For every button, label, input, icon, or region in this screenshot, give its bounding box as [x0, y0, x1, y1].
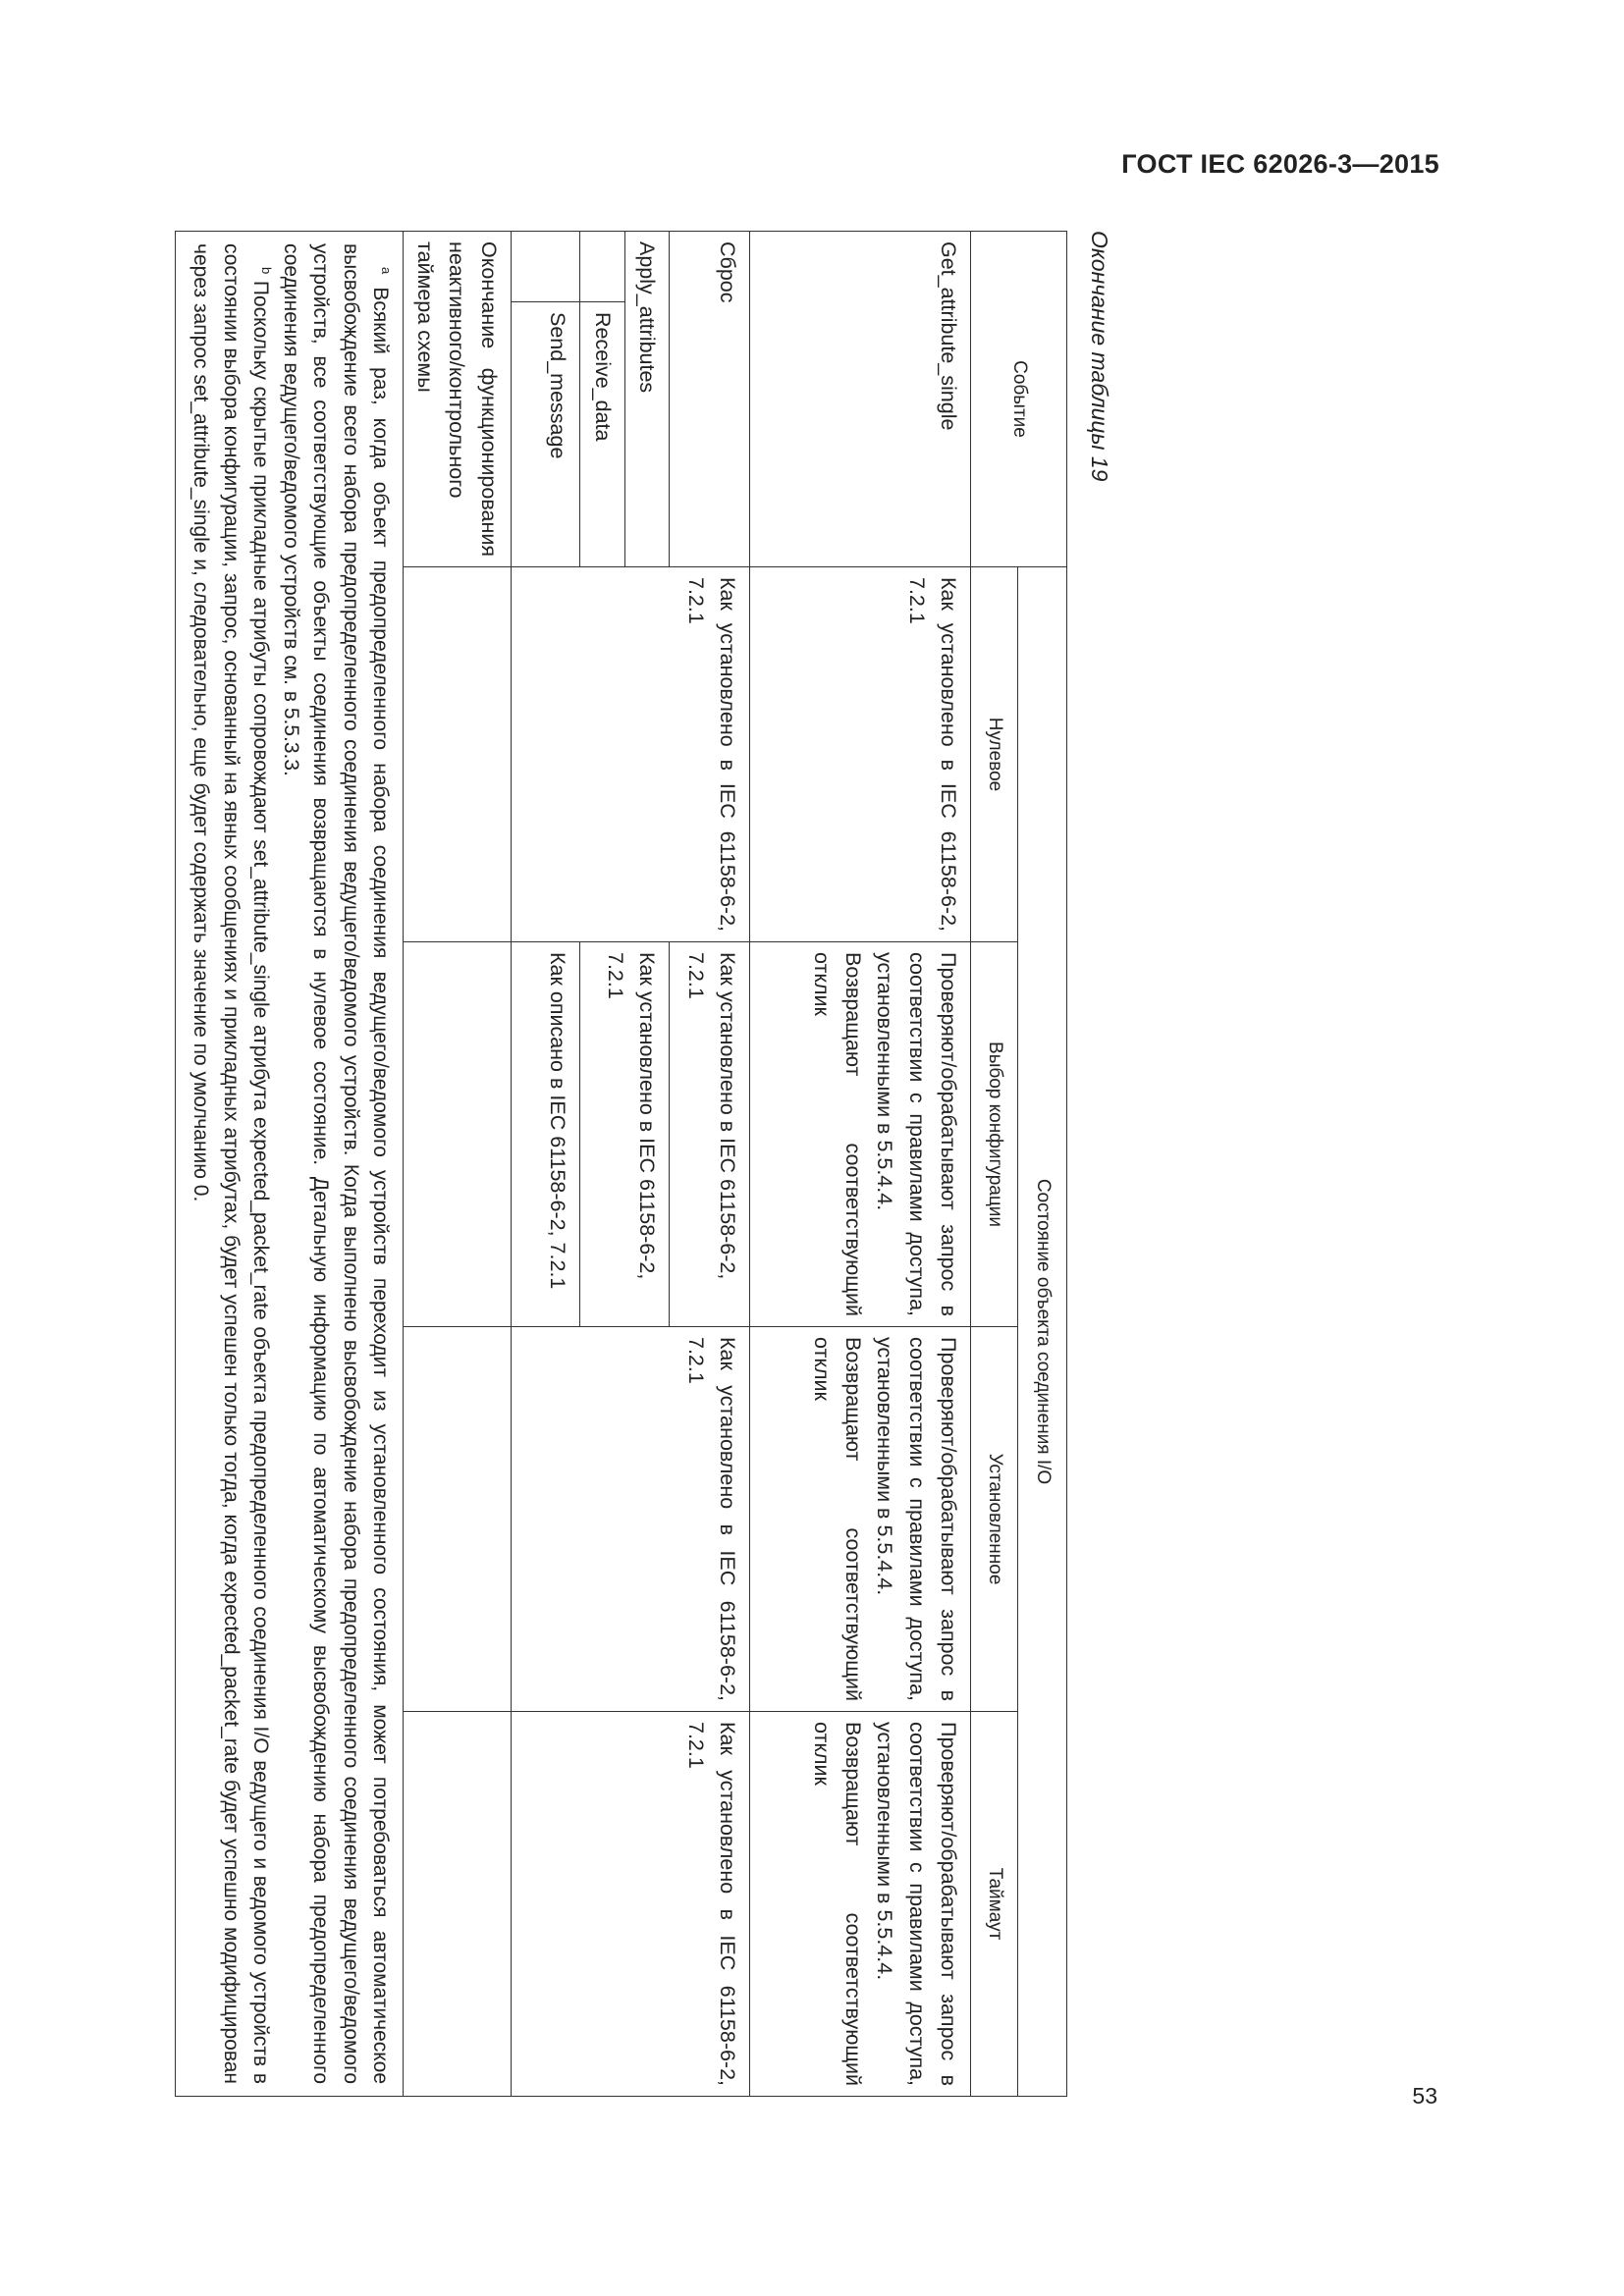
cell-get-timeout	[750, 1712, 971, 2097]
event-inactivity-timer: Окончание функционирования неактивного/контрольного таймера схемы	[404, 232, 512, 567]
col-header-state-group: Состояние объекта соединения I/O	[1018, 567, 1067, 2097]
event-apply-attributes: Apply_attributes	[624, 232, 669, 567]
table-row	[404, 232, 512, 2097]
cell-get-null: Как установлено в IEC 61158-6-2, 7.2.1	[750, 567, 971, 942]
table-row	[750, 232, 971, 2097]
footnote-a-text: Всякий раз, когда объект предопределенного набора соединения ведущего/ведомого устройств переходит из установленного состояния, может потребоваться автоматическое высвобождение всего набора предопределенного соединения ведущего/ведомого устройств. Когда выполнено высвобождение набора предопределенного соединения ведущего/ведомого устройств, все соответствующие объекты соединения возвращаются в нулевое состояние. Детальную информацию по автоматическому высвобождению набора предопределенного соединения ведущего/ведомого устройств см. в 5.5.3.3.	[279, 243, 392, 2085]
cell-get-config-response: Возвращают соответствующий отклик	[810, 952, 866, 1316]
cell-group-timeout: Как установлено в IEC 61158-6-2, 7.2.1	[511, 1712, 749, 2097]
cell-get-established	[750, 1327, 971, 1712]
cell-apply-config: Как установлено в IEC 61158-6-2, 7.2.1	[579, 942, 669, 1327]
cell-send-config: Как описано в IEC 61158-6-2, 7.2.1	[511, 942, 579, 1327]
col-header-timeout: Таймаут	[971, 1712, 1018, 2097]
event-state-table	[175, 231, 1067, 2097]
col-header-event: Событие	[971, 232, 1067, 567]
cell-group-established: Как установлено в IEC 61158-6-2, 7.2.1	[511, 1327, 749, 1712]
cell-get-timeout-text: Проверяют/обрабатывают запрос в соответствии с правилами доступа, установленными в 5.5.4.4.	[873, 1722, 960, 2087]
col-header-config: Выбор конфигурации	[971, 942, 1018, 1327]
cell-reset-config: Как установлено в IEC 61158-6-2, 7.2.1	[670, 942, 750, 1327]
footnotes	[175, 232, 403, 2097]
footnote-b-text: Поскольку скрытые прикладные атрибуты сопровождают set_attribute_single атрибута expected_packet_rate объекта предопределенного соединения I/O ведущего и ведомого устройств в состоянии выбора конфигурации, запрос, основанный на явных сообщениях и прикладных атрибутах, будет успешен только тогда, когда expected_packet_rate будет успешно модифицирован через запрос set_attribute_single и, следовательно, еще будет содержать значение по умолчанию 0.	[189, 243, 273, 2085]
event-send-message: Send_message	[511, 302, 579, 567]
table-row	[670, 232, 750, 2097]
table-caption: Окончание таблицы 19	[1087, 231, 1112, 482]
page-number: 53	[1412, 2083, 1437, 2109]
footnote-b	[186, 243, 275, 2084]
event-receive-data: Receive_data	[579, 302, 624, 567]
rotated-table-block	[155, 231, 1112, 2096]
col-header-null: Нулевое	[971, 567, 1018, 942]
cell-get-timeout-response: Возвращают соответствующий отклик	[810, 1722, 866, 2087]
cell-get-established-text: Проверяют/обрабатывают запрос в соответствии с правилами доступа, установленными в 5.5.4.4.	[873, 1337, 960, 1701]
footnote-a	[275, 243, 395, 2084]
document-header: ГОСТ IEC 62026-3—2015	[1121, 149, 1439, 179]
footnote-b-mark: b	[259, 267, 275, 275]
event-reset: Сброс	[670, 232, 750, 567]
cell-get-config	[750, 942, 971, 1327]
cell-group-null: Как установлено в IEC 61158-6-2, 7.2.1	[511, 567, 749, 942]
footnotes-row	[175, 232, 403, 2097]
cell-get-established-response: Возвращают соответствующий отклик	[810, 1337, 866, 1701]
event-get-attribute-single: Get_attribute_single	[750, 232, 971, 567]
cell-get-config-text: Проверяют/обрабатывают запрос в соответствии с правилами доступа, установленными в 5.5.4.4.	[873, 952, 960, 1316]
footnote-a-mark: a	[379, 267, 394, 275]
col-header-established: Установленное	[971, 1327, 1018, 1712]
